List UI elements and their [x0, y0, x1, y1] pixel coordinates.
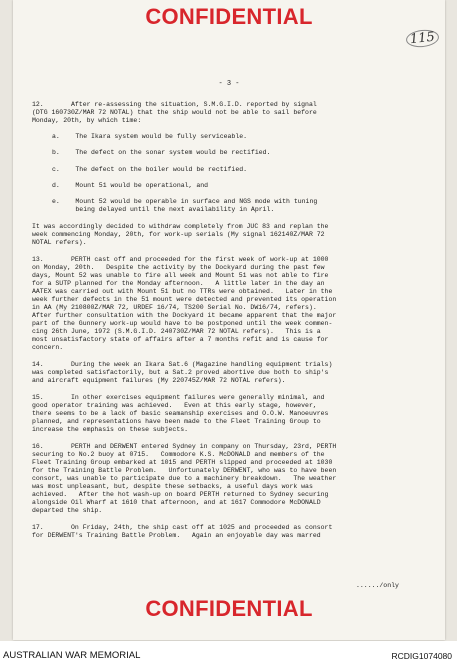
body-text-line: c. The defect on the boiler would be rectified.: [52, 166, 248, 173]
body-text-line: was most unpleasant, but, despite these setbacks, a useful days work was: [32, 483, 313, 490]
body-text-line: It was accordingly decided to withdraw completely from JUC 83 and replan the: [32, 223, 329, 230]
classification-stamp-bottom: CONFIDENTIAL: [145, 596, 313, 621]
body-text-line: achieved. After the hot wash-up on board PERTH returned to Sydney securing: [32, 491, 329, 498]
body-text-line: (DTG 160730Z/MAR 72 NOTAL) that the ship would not be able to sail before: [32, 109, 317, 116]
body-text-line: AATEX was carried out with Mount 51 but no TTRs were obtained. Later in the: [32, 288, 333, 295]
classification-stamp-top: CONFIDENTIAL: [145, 4, 313, 29]
body-text-line: e. Mount 52 would be operable in surface and NGS mode with tuning: [52, 198, 318, 205]
body-text-line: alongside Oil Wharf at 1610 that afternoon, and at 1617 Commodore McDONALD: [32, 499, 321, 506]
archive-footer: [0, 641, 457, 666]
body-text-line: for a SUTP planned for the Monday afternoon. A little later in the day an: [32, 280, 325, 287]
body-text-line: concern.: [32, 344, 64, 351]
body-text-line: 17. On Friday, 24th, the ship cast off at 1025 and proceeded as consort: [32, 524, 333, 531]
archive-reference: RCDIG1074080: [391, 651, 452, 661]
body-text-line: 14. During the week an Ikara Sat.6 (Magazine handling equipment trials): [32, 361, 333, 368]
body-text-line: part of the Gunnery work-up would have to be postponed until the week commen-: [32, 320, 333, 327]
folio-number: 115: [405, 28, 439, 48]
body-text-line: week further defects in the 51 mount were detected and prevented its operation: [32, 296, 337, 303]
body-text-line: days, Mount 52 was unable to fire all week and Mount 51 was not able to fire: [32, 272, 329, 279]
body-text-line: for DERWENT's Training Battle Problem. Again an enjoyable day was marred: [32, 532, 321, 539]
body-text-line: there seems to be a lack of basic seamanship exercises and O.O.W. Manoeuvres: [32, 410, 329, 417]
body-text-line: 13. PERTH cast off and proceeded for the first week of work-up at 1000: [32, 256, 329, 263]
body-text-line: Monday, 20th, by which time:: [32, 117, 142, 124]
body-text-line: a. The Ikara system would be fully serviceable.: [52, 133, 248, 140]
body-text-line: 12. After re-assessing the situation, S.M.G.I.D. reported by signal: [32, 101, 317, 108]
body-text-line: cing 26th June, 1972 (S.M.G.I.D. 240730Z/MAR 72 NOTAL refers). This is a: [32, 328, 321, 335]
page-number: - 3 -: [218, 80, 240, 88]
body-text-line: on Monday, 20th. Despite the activity by the Dockyard during the past few: [32, 264, 325, 271]
body-text-line: in AA (My 210800Z/MAR 72, URDEF 16/74, TS200 Serial No. DW16/74, refers).: [32, 304, 317, 311]
body-text-line: departed the ship.: [32, 507, 103, 514]
body-text-line: being delayed until the next availability in April.: [52, 206, 275, 213]
body-text-line: NOTAL refers).: [32, 239, 87, 246]
body-text-line: b. The defect on the sonar system would be rectified.: [52, 149, 271, 156]
body-text-line: 15. In other exercises equipment failures were generally minimal, and: [32, 394, 325, 401]
body-text-line: most unsatisfactory state of affairs after a 7 months refit and is cause for: [32, 336, 329, 343]
body-text-line: increase the emphasis on these subjects.: [32, 426, 189, 433]
body-text-line: for the Training Battle Problem. Unfortunately DERWENT, who was to have been: [32, 467, 337, 474]
continuation-catchword: ....../only: [356, 582, 399, 589]
body-text-line: Fleet Training Group embarked at 1015 and PERTH slipped and proceeded at 1030: [32, 459, 333, 466]
body-text-line: was completed satisfactorily, but a Sat.2 proved abortive due both to ship's: [32, 369, 329, 376]
body-text-line: planned, and representations have been made to the Fleet Training Group to: [32, 418, 321, 425]
body-text-line: d. Mount 51 would be operational, and: [52, 182, 209, 189]
archive-name: AUSTRALIAN WAR MEMORIAL: [3, 650, 141, 661]
document-page: [13, 0, 445, 640]
body-text-line: After further consultation with the Dockyard it became apparent that the major: [32, 312, 337, 319]
body-text-line: securing to No.2 buoy at 0715. Commodore K.S. McDONALD and members of the: [32, 451, 325, 458]
body-text-line: 16. PERTH and DERWENT entered Sydney in company on Thursday, 23rd, PERTH: [32, 443, 337, 450]
body-text-line: and aircraft equipment failures (My 220745Z/MAR 72 NOTAL refers).: [32, 377, 286, 384]
body-text-line: consort, was unable to participate due to a machinery breakdown. The weather: [32, 475, 337, 482]
body-text-line: good operator training was achieved. Even at this early stage, however,: [32, 402, 317, 409]
body-text-line: week commencing Monday, 20th, for work-up serials (My signal 162140Z/MAR 72: [32, 231, 325, 238]
